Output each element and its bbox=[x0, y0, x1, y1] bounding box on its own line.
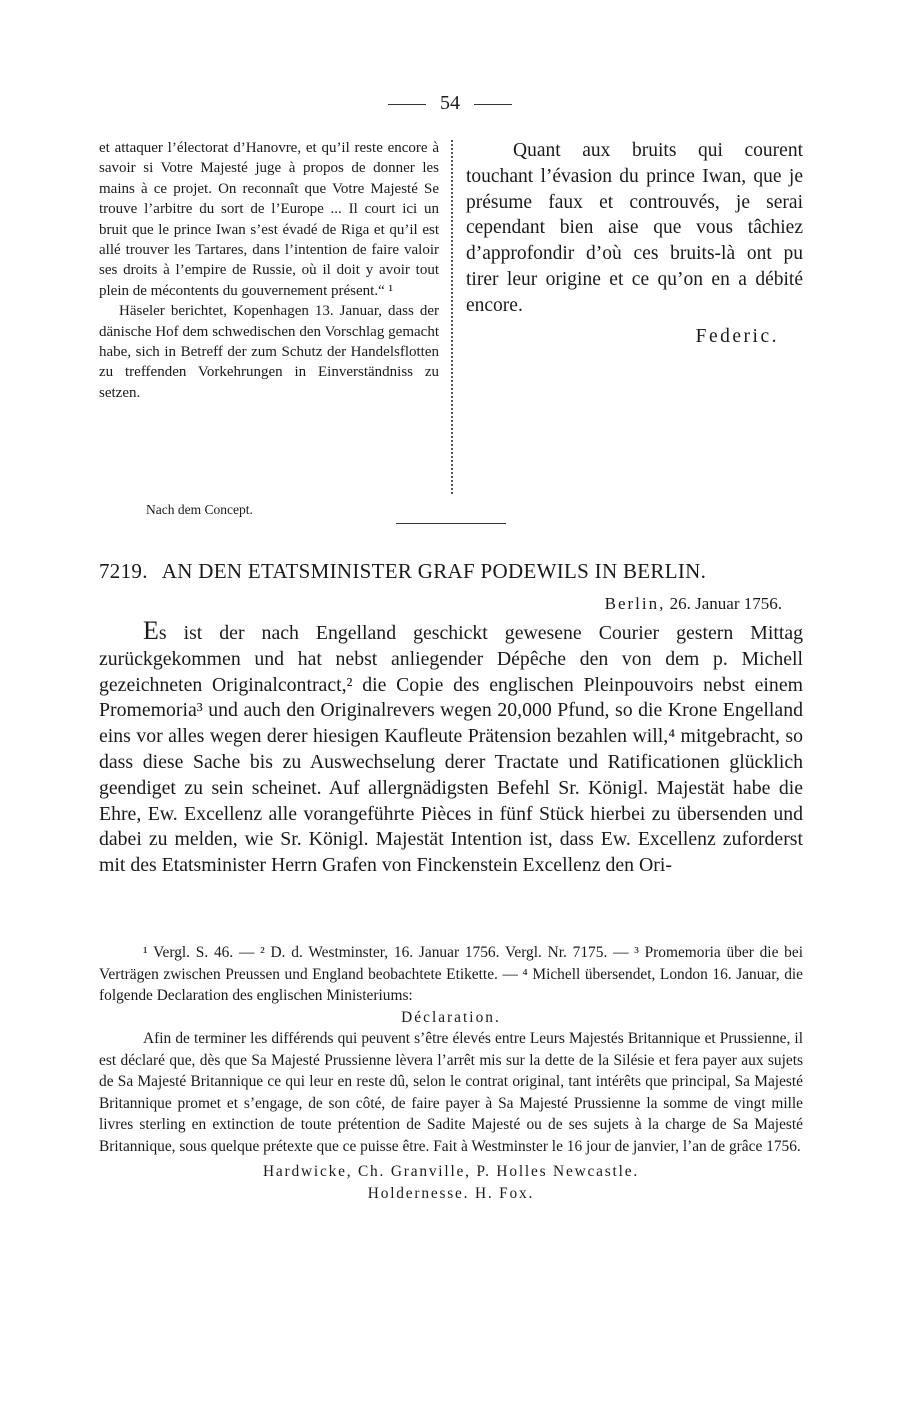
dateline-place: Berlin, bbox=[604, 594, 666, 613]
declaration-signatures bbox=[99, 1161, 803, 1204]
signatures-line-1: Hardwicke, Ch. Granville, P. Holles Newcastle. bbox=[262, 1163, 639, 1180]
document-title: AN DEN ETATSMINISTER GRAF PODEWILS IN BERLIN. bbox=[161, 559, 707, 583]
signature-federic: Federic. bbox=[695, 325, 779, 347]
main-paragraph-text: s ist der nach Engelland geschickt gewesene Courier gestern Mittag zurückgekommen und hat nebst anliegender Dépêche den von dem p. Michell gezeichneten Originalcontract,² die Copie des englischen Pleinpouvoirs nebst einem Promemoria³ und auch den Originalrevers wegen 20,000 Pfund, so die Krone Engelland eins vor alles wegen derer hiesigen Kaufleute Prätension bezahlen will,⁴ mitgebracht, so dass diese Sache bis zu Auswechselung derer Tractate und Ratificationen glücklich geendiget zu sein scheinet. Auf allergnädigsten Befehl Sr. Königl. Majestät habe die Ehre, Ew. Excellenz alle vorangeführte Pièces in fünf Stück hierbei zu übersenden und dabei zu melden, wie Sr. Königl. Majestät Intention ist, dass Ew. Excellenz zuforderst mit des Etatsminister Herrn Grafen von Finckenstein Excellenz den Ori- bbox=[99, 622, 803, 877]
header-dash-left bbox=[388, 104, 426, 105]
left-paragraph-2: Häseler berichtet, Kopenhagen 13. Januar, dass der dänische Hof dem schwedischen den Vorschlag gemacht habe, sich in Betreff der zum Schutz der Handelsflotten zu treffenden Vorkehrungen in Einverständniss zu setzen. bbox=[99, 303, 439, 401]
footnote-list: ¹ Vergl. S. 46. — ² D. d. Westminster, 16. Januar 1756. Vergl. Nr. 7175. — ³ Promemoria über die bei Verträgen zwischen Preussen und England beobachtete Etikette. — ⁴ Michell übersendet, London 16. Januar, die folgende Declaration des englischen Ministeriums: bbox=[99, 944, 803, 1004]
right-column bbox=[466, 138, 803, 349]
page-header bbox=[0, 92, 900, 115]
footnotes bbox=[99, 942, 803, 1204]
left-paragraph-1: et attaquer l’électorat d’Hanovre, et qu’il reste encore à savoir si Votre Majesté juge à propos de donner les mains à ce projet. On reconnaît que Votre Majesté Se trouve l’arbitre du sort de l’Europe ... Il court ici un bruit que le prince Iwan s’est évadé de Riga et qu’il est allé trouver les Tartares, dans l’intention de faire valoir ses droits à l’empire de Russie, où il doit y avoir tout plein de mécontents du gouvernement présent.“ ¹ bbox=[99, 140, 439, 299]
declaration-title: Déclaration. bbox=[401, 1008, 501, 1026]
dateline bbox=[605, 594, 782, 614]
main-text bbox=[99, 618, 803, 879]
header-dash-right bbox=[474, 104, 512, 105]
page-number: 54 bbox=[440, 92, 460, 114]
main-paragraph bbox=[99, 618, 803, 879]
signatures-line-2: Holdernesse. H. Fox. bbox=[367, 1184, 535, 1202]
source-note: Nach dem Concept. bbox=[146, 502, 253, 517]
dateline-date: 26. Januar 1756. bbox=[669, 594, 782, 613]
document-heading bbox=[99, 559, 809, 584]
document-number: 7219. bbox=[99, 559, 148, 583]
right-paragraph: Quant aux bruits qui courent touchant l’évasion du prince Iwan, que je présume faux et controuvés, je serai cependant bien aise que vous tâchiez d’approfondir d’où ces bruits-là ont pu tirer leur origine et ce qu’on en a débité encore. bbox=[466, 140, 803, 316]
column-divider bbox=[451, 140, 453, 494]
left-column bbox=[99, 138, 439, 403]
initial-letter: E bbox=[143, 616, 159, 645]
declaration-text: Afin de terminer les différends qui peuvent s’être élevés entre Leurs Majestés Britannique et Prussienne, il est déclaré que, dès que Sa Majesté Prussienne lèvera l’arrêt mis sur la dette de la Silésie et fera payer aux sujets de Sa Majesté Britannique ce qui leur en reste dû, selon le contrat original, tant intérêts que principal, Sa Majesté Britannique promet et s’engage, de son côté, de faire payer à Sa Majesté Prussienne la somme de vingt mille livres sterling en extinction de toute prétention de Sadite Majesté ou de ses sujets à la charge de Sa Majesté Britannique, sous quelque prétexte que ce puisse être. Fait à Westminster le 16 jour de janvier, l’an de grâce 1756. bbox=[99, 1030, 803, 1155]
section-divider bbox=[396, 523, 506, 524]
